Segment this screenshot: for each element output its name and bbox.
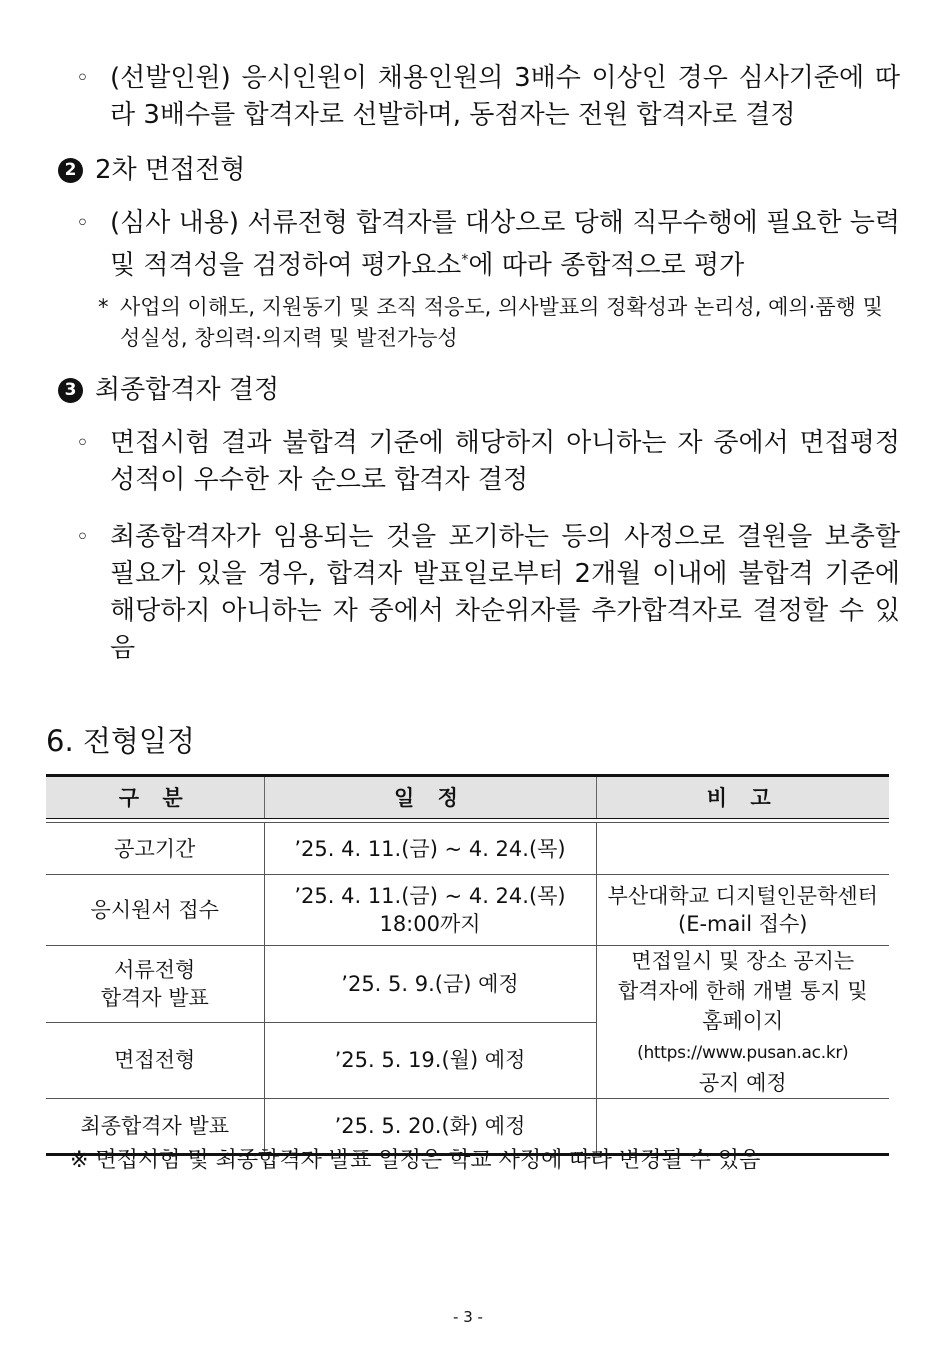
note-line-1: 부산대학교 디지털인문학센터 bbox=[607, 884, 878, 908]
bullet-text: (선발인원) 응시인원이 채용인원의 3배수 이상인 경우 심사기준에 따라 3배수를 합격자로 선발하며, 동점자는 전원 합격자로 결정 bbox=[110, 63, 900, 130]
section-heading-2 bbox=[58, 152, 245, 188]
cell-note bbox=[596, 823, 889, 875]
category-line-1: 서류전형 bbox=[114, 957, 196, 982]
category-line-2: 합격자 발표 bbox=[100, 985, 209, 1010]
header-date: 일 정 bbox=[264, 776, 596, 819]
asterisk: * bbox=[98, 295, 109, 319]
cell-category bbox=[46, 946, 264, 1023]
cell-category: 최종합격자 발표 bbox=[46, 1099, 264, 1155]
note-line-2: (E-mail 접수) bbox=[678, 912, 808, 936]
bullet-selection-count bbox=[76, 60, 900, 134]
evaluation-factors-note bbox=[98, 292, 900, 354]
bullet-text: (심사 내용) 서류전형 합격자를 대상으로 당해 직무수행에 필요한 능력 및 적격성을 검정하여 평가요소 bbox=[110, 208, 900, 281]
section-title: 2차 면접전형 bbox=[95, 155, 246, 185]
table-row bbox=[46, 946, 889, 1023]
bullet-interview-content bbox=[76, 205, 900, 285]
header-category: 구 분 bbox=[46, 776, 264, 819]
bullet-mark: ◦ bbox=[76, 66, 89, 91]
cell-category: 면접전형 bbox=[46, 1022, 264, 1099]
cell-category: 공고기간 bbox=[46, 823, 264, 875]
note-line-2: 합격자에 한해 개별 통지 및 bbox=[617, 979, 868, 1003]
note-line-4: 공지 예정 bbox=[698, 1071, 787, 1095]
schedule-footnote: ※ 면접시험 및 최종합격자 발표 일정은 학교 사정에 따라 변경될 수 있음 bbox=[70, 1148, 761, 1173]
section-heading-3 bbox=[58, 372, 279, 408]
circled-number: 2 bbox=[58, 158, 83, 183]
bullet-text: 면접시험 결과 불합격 기준에 해당하지 아니하는 자 중에서 면접평정 성적이 우수한 자 순으로 합격자 결정 bbox=[110, 428, 900, 495]
note-line-1: 면접일시 및 장소 공지는 bbox=[631, 949, 855, 973]
header-note: 비 고 bbox=[596, 776, 889, 819]
table-header-row bbox=[46, 776, 889, 819]
section-title-schedule: 6. 전형일정 bbox=[46, 724, 195, 758]
bullet-mark: ◦ bbox=[76, 431, 89, 456]
bullet-mark: ◦ bbox=[76, 525, 89, 550]
bullet-text-cont: 에 따라 종합적으로 평가 bbox=[468, 250, 745, 281]
cell-note bbox=[596, 875, 889, 946]
page-number: - 3 - bbox=[453, 1308, 483, 1326]
footnote-marker: * bbox=[461, 252, 469, 268]
homepage-url: (https://www.pusan.ac.kr) bbox=[637, 1043, 849, 1063]
note-text: 사업의 이해도, 지원동기 및 조직 적응도, 의사발표의 정확성과 논리성, 예의·품행 및 성실성, 창의력·의지력 및 발전가능성 bbox=[120, 295, 883, 350]
cell-note-merged bbox=[596, 946, 889, 1099]
date-line-1: ’25. 4. 11.(금) ~ 4. 24.(목) bbox=[294, 884, 566, 908]
cell-date: ’25. 4. 11.(금) ~ 4. 24.(목) bbox=[264, 823, 596, 875]
circled-number: 3 bbox=[58, 378, 83, 403]
cell-date: ’25. 5. 9.(금) 예정 bbox=[264, 946, 596, 1023]
bullet-final-decision bbox=[76, 425, 900, 499]
cell-category: 응시원서 접수 bbox=[46, 875, 264, 946]
schedule-table bbox=[46, 774, 889, 1156]
cell-date: ’25. 5. 20.(화) 예정 bbox=[264, 1099, 596, 1155]
date-line-2: 18:00까지 bbox=[379, 912, 481, 936]
table-row bbox=[46, 875, 889, 946]
bullet-additional-pass bbox=[76, 519, 900, 667]
table-row bbox=[46, 823, 889, 875]
cell-date bbox=[264, 875, 596, 946]
bullet-text: 최종합격자가 임용되는 것을 포기하는 등의 사정으로 결원을 보충할 필요가 있을 경우, 합격자 발표일로부터 2개월 이내에 불합격 기준에 해당하지 아니하는 자 중에서 차순위자를 추가합격자로 결정할 수 있음 bbox=[110, 522, 900, 663]
section-title: 최종합격자 결정 bbox=[95, 375, 280, 405]
cell-date: ’25. 5. 19.(월) 예정 bbox=[264, 1022, 596, 1099]
bullet-mark: ◦ bbox=[76, 211, 89, 236]
note-line-3 bbox=[603, 1006, 884, 1068]
homepage-label: 홈페이지 bbox=[702, 1009, 784, 1033]
